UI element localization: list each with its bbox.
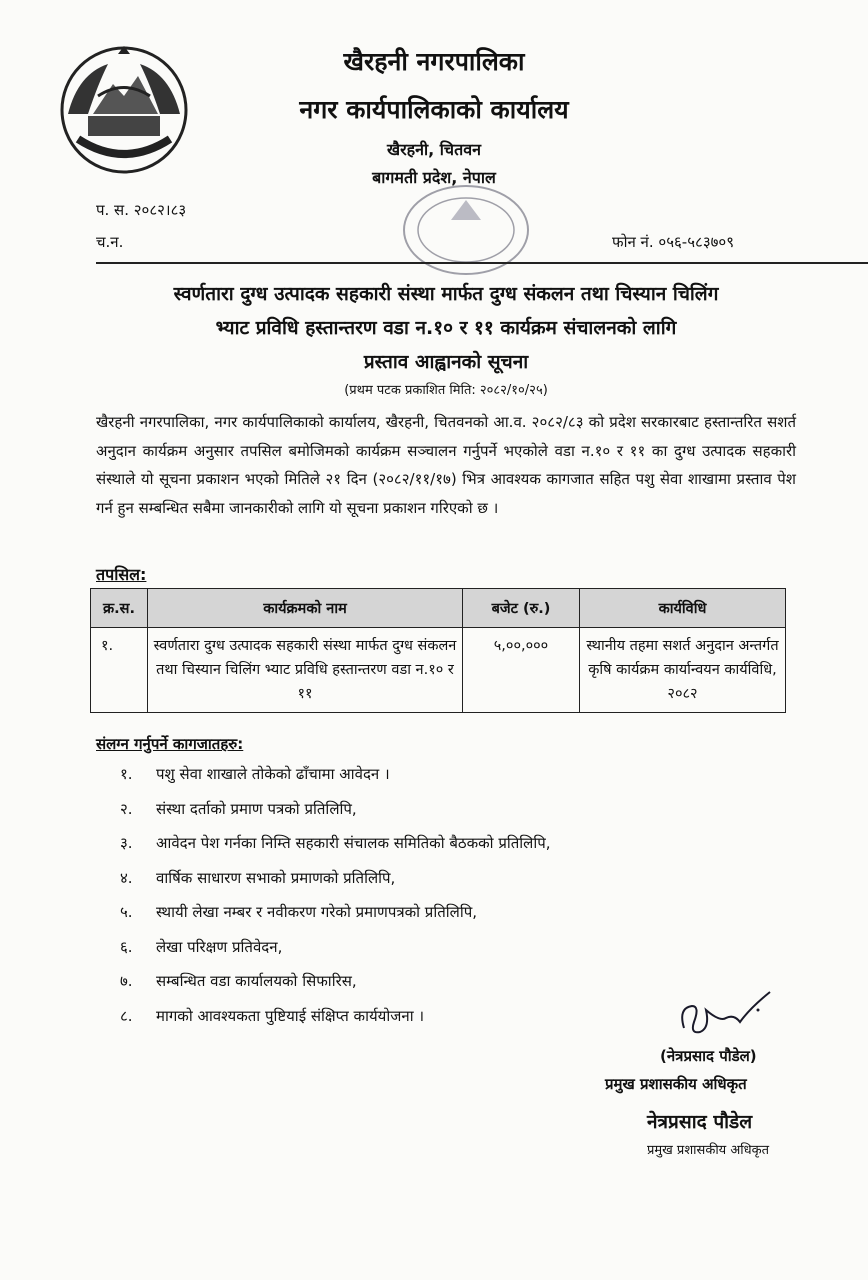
column-header-procedure: कार्यविधि: [580, 589, 786, 628]
list-item: ५. स्थायी लेखा नम्बर र नवीकरण गरेको प्रमाणपत्रको प्रतिलिपि,: [120, 903, 478, 921]
office-name: नगर कार्यपालिकाको कार्यालय: [299, 95, 569, 124]
office-stamp-icon: [396, 180, 536, 290]
cell-procedure: स्थानीय तहमा सशर्त अनुदान अन्तर्गत कृषि कार्यक्रम कार्यान्वयन कार्यविधि, २०८२: [580, 628, 786, 713]
address-line-2: बागमती प्रदेश, नेपाल: [372, 168, 496, 187]
signature-icon: [670, 988, 780, 1052]
cell-sn: १.: [91, 628, 148, 713]
program-table: [90, 588, 786, 713]
title-stamp: प्रमुख प्रशासकीय अधिकृत: [647, 1143, 770, 1158]
column-header-name: कार्यक्रमको नाम: [148, 589, 463, 628]
attachments-heading: संलग्न गर्नुपर्ने कागजातहरु:: [96, 735, 244, 753]
list-item: १. पशु सेवा शाखाले तोकेको ढाँचामा आवेदन ।: [120, 765, 390, 783]
municipality-name: खैरहनी नगरपालिका: [343, 47, 525, 76]
signatory-title: प्रमुख प्रशासकीय अधिकृत: [605, 1075, 747, 1093]
table-header-row: [91, 589, 786, 628]
notice-title-line-2: भ्याट प्रविधि हस्तान्तरण वडा न.१० र ११ कार्यक्रम संचालनको लागि: [215, 317, 677, 339]
attachments-list: [120, 757, 551, 1033]
list-item: ६. लेखा परिक्षण प्रतिवेदन,: [120, 937, 283, 956]
dispatch-number: च.न.: [96, 233, 124, 251]
published-date: (प्रथम पटक प्रकाशित मिति: २०८२/१०/२५): [344, 383, 548, 398]
phone-number: फोन नं. ०५६-५८३७०९: [612, 233, 735, 251]
table-heading: तपसिल:: [96, 565, 147, 584]
list-item: ४. वार्षिक साधारण सभाको प्रमाणको प्रतिलिपि,: [120, 868, 396, 887]
letter-number: प. स. २०८२।८३: [96, 201, 187, 219]
column-header-budget: बजेट (रु.): [463, 589, 580, 628]
cell-name: स्वर्णतारा दुग्ध उत्पादक सहकारी संस्था मार्फत दुग्ध संकलन तथा चिस्यान चिलिंग भ्याट प्रविधि हस्तान्तरण वडा न.१० र ११: [148, 628, 463, 713]
cell-budget: ५,००,०००: [463, 628, 580, 713]
table-row: [91, 628, 786, 713]
notice-body: खैरहनी नगरपालिका, नगर कार्यपालिकाको कार्यालय, खैरहनी, चितवनको आ.व. २०८२/८३ को प्रदेश सरकारबाट हस्तान्तरित सशर्त अनुदान कार्यक्रम अनुसार तपसिल बमोजिमको कार्यक्रम सञ्चालन गर्नुपर्ने भएकोले वडा न.१० र ११ का दुग्ध उत्पादक सहकारी संस्थाले यो सूचना प्रकाशन भएको मितिले २१ दिन (२०८२/११/१७) भित्र आवश्यक कागजात सहित पशु सेवा शाखामा प्रस्ताव पेश गर्न हुन सम्बन्धित सबैमा जानकारीको लागि यो सूचना प्रकाशन गरिएको छ ।: [96, 413, 796, 517]
header-divider: [96, 262, 868, 264]
list-item: ३. आवेदन पेश गर्नका निम्ति सहकारी संचालक समितिको बैठकको प्रतिलिपि,: [120, 834, 551, 852]
list-item: ८. मागको आवश्यकता पुष्टियाई संक्षिप्त कार्ययोजना ।: [120, 1006, 425, 1025]
address-line-1: खैरहनी, चितवन: [386, 140, 481, 159]
notice-title-line-1: स्वर्णतारा दुग्ध उत्पादक सहकारी संस्था मार्फत दुग्ध संकलन तथा चिस्यान चिलिंग: [173, 283, 719, 305]
list-item: ७. सम्बन्धित वडा कार्यालयको सिफारिस,: [120, 972, 357, 990]
signatory-name: (नेत्रप्रसाद पौडेल): [660, 1047, 757, 1065]
column-header-sn: क्र.स.: [91, 589, 148, 628]
name-stamp: नेत्रप्रसाद पौडेल: [647, 1111, 753, 1133]
list-item: २. संस्था दर्ताको प्रमाण पत्रको प्रतिलिपि,: [120, 799, 357, 818]
notice-title-line-3: प्रस्ताव आह्वानको सूचना: [363, 351, 529, 373]
